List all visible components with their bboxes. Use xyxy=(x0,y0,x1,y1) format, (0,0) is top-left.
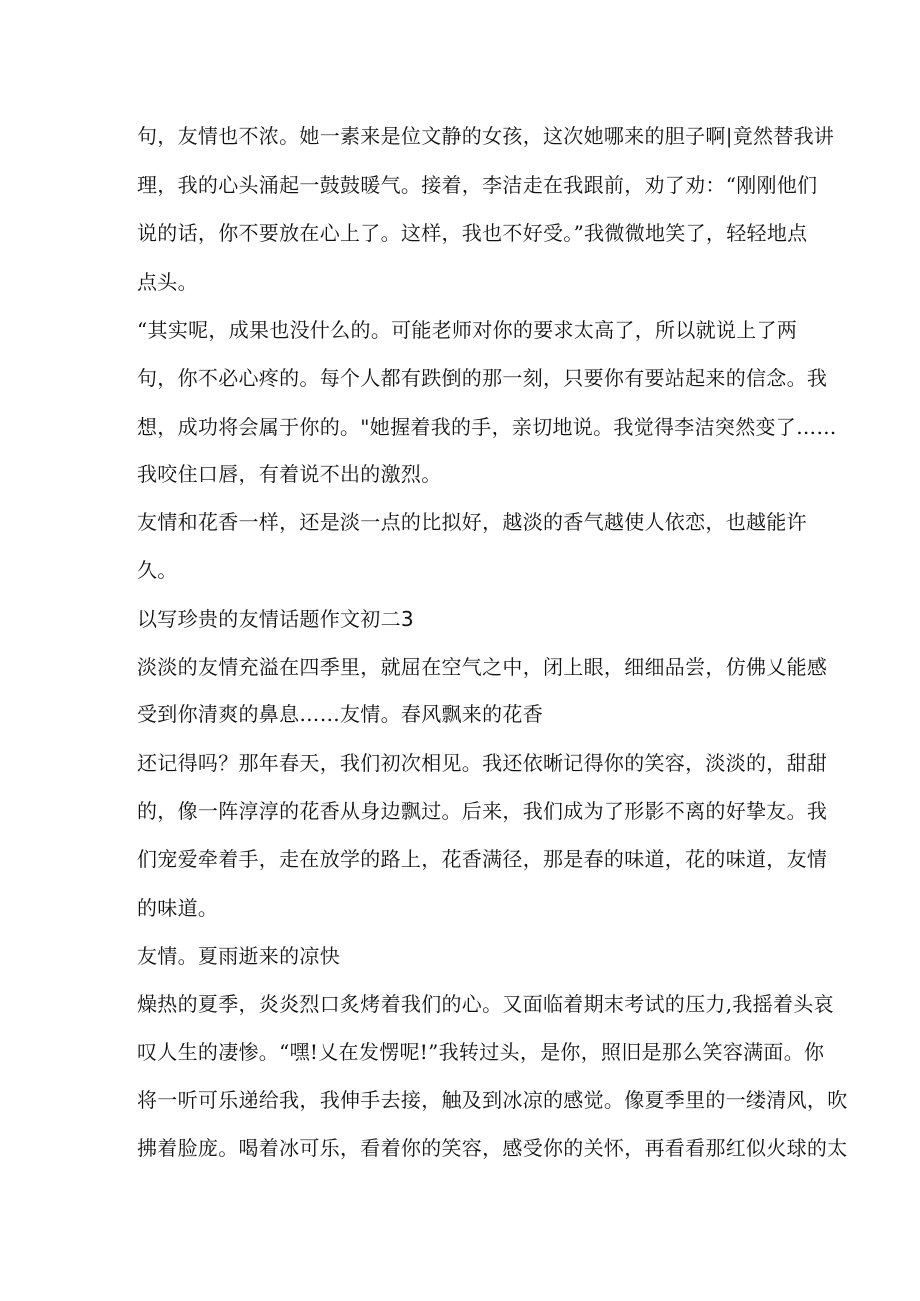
text-line: 友情和花香一样，还是淡一点的比拟好，越淡的香气越使人依恋，也越能许 xyxy=(137,510,807,534)
text-line: “其实呢，成果也没什么的。可能老师对你的要求太高了，所以就说上了两 xyxy=(137,318,798,342)
text-line: 们宠爱牵着手，走在放学的路上，花香满径，那是春的味道，花的味道，友情 xyxy=(137,847,828,871)
text-line: 句，友情也不浓。她一素来是位文静的女孩，这次她哪来的胆子啊|竟然替我讲 xyxy=(137,124,835,148)
text-line: 还记得吗？那年春天，我们初次相见。我还依晰记得你的笑容，淡淡的，甜甜 xyxy=(137,751,828,775)
text-line: 燥热的夏季，炎炎烈口炙烤着我们的心。又面临着期末考试的压力,我摇着头哀 xyxy=(137,992,834,1016)
text-line: 的味道。 xyxy=(137,896,219,920)
text-line: 点头。 xyxy=(137,270,198,294)
text-line: 叹人生的凄惨。“嘿!乂在发愣呢!”我转过头，是你，照旧是那么笑容满面。你 xyxy=(137,1040,825,1064)
section-heading: 以写珍贵的友情话题作文初二3 xyxy=(137,607,414,631)
text-line: 拂着脸庞。喝着冰可乐，看着你的笑容，感受你的关怀，再看看那红似火球的太 xyxy=(137,1136,848,1160)
text-line: 淡淡的友情充溢在四季里，就屈在空气之中，闭上眼，细细品尝，仿佛乂能感 xyxy=(137,655,828,679)
text-line: 久。 xyxy=(137,558,178,582)
text-line: 受到你清爽的鼻息……友情。春风飘来的花香 xyxy=(137,702,543,726)
text-line: 想，成功将会属于你的。"她握着我的手，亲切地说。我觉得李洁突然变了…… xyxy=(137,415,837,439)
text-line: 理，我的心头涌起一鼓鼓暖气。接着，李洁走在我跟前，劝了劝：“刚刚他们 xyxy=(137,173,818,197)
text-line: 我咬住口唇，有着说不出的激烈。 xyxy=(137,462,442,486)
text-line: 句，你不必心疼的。每个人都有跌倒的那一刻，只要你有要站起来的信念。我 xyxy=(137,366,828,390)
text-line: 的，像一阵淳淳的花香从身边飘过。后来，我们成为了形影不离的好挚友。我 xyxy=(137,799,828,823)
text-line: 说的话，你不要放在心上了。这样，我也不好受。”我微微地笑了，轻轻地点 xyxy=(137,221,808,245)
text-line: 友情。夏雨逝来的凉快 xyxy=(137,944,340,968)
text-line: 将一听可乐递给我，我伸手去接，触及到冰凉的感觉。像夏季里的一缕清风，吹 xyxy=(137,1088,848,1112)
